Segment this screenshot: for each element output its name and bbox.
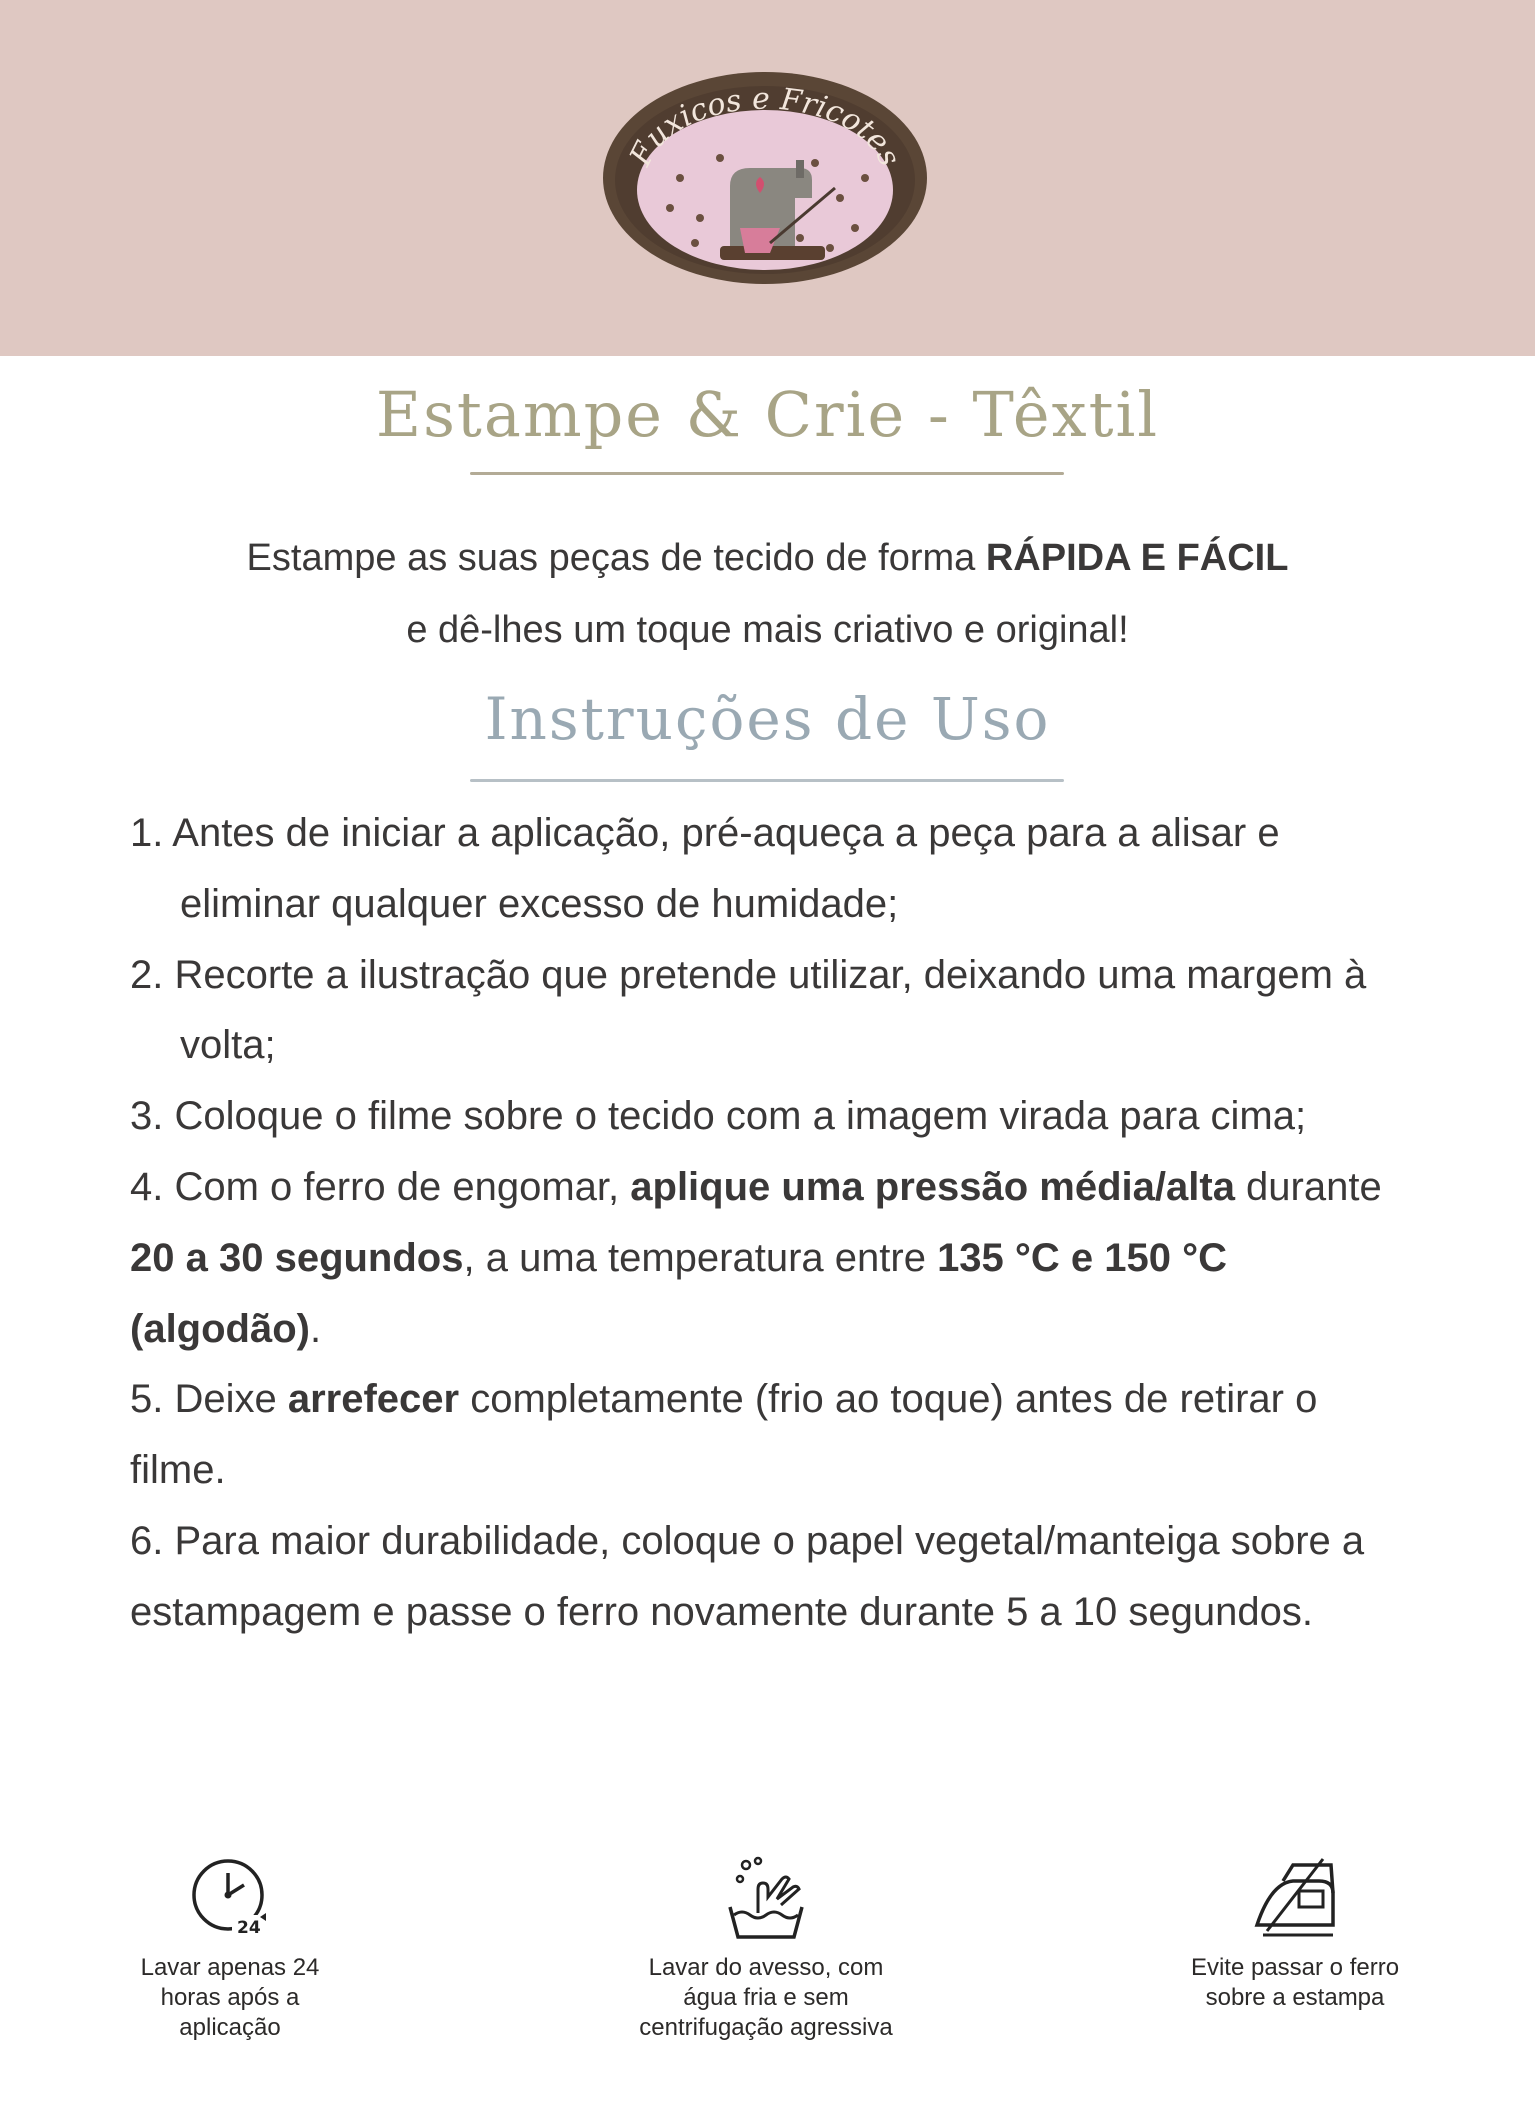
title-divider (470, 472, 1064, 475)
intro-line1-bold: RÁPIDA E FÁCIL (985, 537, 1289, 579)
step-4-text-e: , a uma temperatura entre (463, 1235, 938, 1280)
step-1: 1. Antes de iniciar a aplicação, pré-aqueça a peça para a alisar e eliminar qualquer excesso de humidade; (130, 811, 1280, 926)
care-item-wash (636, 1855, 896, 2043)
header-banner (0, 0, 1535, 356)
step-6: 6. Para maior durabilidade, coloque o papel vegetal/manteiga sobre a estampagem e passe o ferro novamente durante 5 a 10 segundos. (130, 1518, 1365, 1634)
care-item-iron (1185, 1855, 1405, 2013)
step-4-bold-pressure: aplique uma pressão média/alta (630, 1164, 1235, 1209)
step-5-text-a: 5. Deixe (130, 1377, 288, 1422)
step-4-text-c: durante (1234, 1164, 1382, 1209)
step-4-text-a: 4. Com o ferro de engomar, (130, 1164, 631, 1209)
step-4-text-g: . (309, 1306, 322, 1351)
intro-text (120, 522, 1415, 666)
care-text-wait: Lavar apenas 24 horas após a aplicação (140, 1954, 320, 2041)
hand-wash-icon (724, 1855, 808, 1939)
care-item-wait (120, 1855, 340, 2043)
intro-line1-prefix: Estampe as suas peças de tecido de forma (246, 537, 986, 579)
svg-text:24: 24 (237, 1918, 261, 1938)
step-4 (130, 1152, 1420, 1364)
care-text-wash: Lavar do avesso, com água fria e sem centrifugação agressiva (639, 1954, 893, 2041)
step-4-bold-time: 20 a 30 segundos (130, 1235, 464, 1280)
page-title: Estampe & Crie - Têxtil (375, 378, 1160, 451)
logo-text: Fuxicos e Fricotes (623, 81, 908, 172)
no-iron-icon (1253, 1855, 1337, 1939)
step-2: 2. Recorte a ilustração que pretende utilizar, deixando uma margem à volta; (130, 952, 1367, 1068)
brand-logo (600, 68, 930, 288)
step-3: 3. Coloque o filme sobre o tecido com a imagem virada para cima; (130, 1094, 1307, 1139)
intro-line2: e dê-lhes um toque mais criativo e original! (406, 609, 1129, 651)
care-text-iron: Evite passar o ferro sobre a estampa (1190, 1954, 1400, 2011)
instructions-list (130, 798, 1420, 1648)
section-title: Instruções de Uso (484, 685, 1051, 753)
clock-24-icon (188, 1855, 272, 1939)
step-4-bold-temperature: 135 °C e 150 °C (algodão) (130, 1235, 1228, 1351)
step-5-bold: arrefecer (287, 1377, 460, 1422)
step-5-text-c: completamente (frio ao toque) antes de retirar o filme. (130, 1377, 1318, 1493)
step-5 (130, 1364, 1420, 1506)
section-divider (470, 779, 1064, 782)
